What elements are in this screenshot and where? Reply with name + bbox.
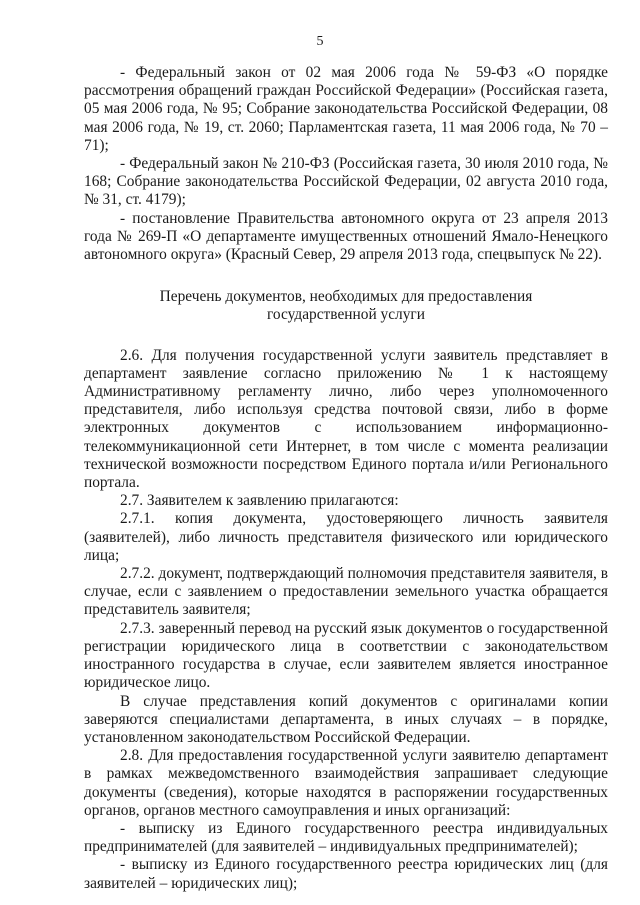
paragraph-2-7-1: 2.7.1. копия документа, удостоверяющего личность заявителя (заявителей), либо личность представителя физического или юридического лица;	[84, 510, 608, 564]
law-item-210fz: - Федеральный закон № 210-ФЗ (Российская газета, 30 июля 2010 года, № 168; Собрание законодательства Российской Федерации, 02 августа 2010 года, № 31, ст. 4179);	[84, 155, 608, 209]
paragraph-2-7-2: 2.7.2. документ, подтверждающий полномочия представителя заявителя, в случае, если с заявлением о предоставлении земельного участка обращается представитель заявителя;	[84, 565, 608, 619]
list-item-ul-extract: - выписку из Единого государственного реестра юридических лиц (для заявителей – юридических лиц);	[84, 856, 608, 892]
paragraph-2-8: 2.8. Для предоставления государственной услуги заявителю департамент в рамках межведомственного взаимодействия запрашивает следующие документы (сведения), которые находятся в распоряжении государственных органов, органов местного самоуправления и иных организаций:	[84, 747, 608, 819]
paragraph-2-6: 2.6. Для получения государственной услуги заявитель представляет в департамент заявление согласно приложению № 1 к настоящему Административному регламенту лично, либо через уполномоченного представителя, либо используя средства почтовой связи, либо в форме электронных документов с использованием информационно-телекоммуникационной сети Интернет, в том числе с момента реализации технической возможности посредством Единого портала и/или Регионального портала.	[84, 346, 608, 492]
paragraph-2-7: 2.7. Заявителем к заявлению прилагаются:	[120, 492, 399, 510]
section-heading	[84, 288, 608, 324]
paragraph-copies: В случае представления копий документов с оригиналами копии заверяются специалистами департамента, в иных случаях – в порядке, установленном законодательством Российской Федерации.	[84, 692, 608, 746]
paragraph-2-7-3: 2.7.3. заверенный перевод на русский язык документов о государственной регистрации юридического лица в соответствии с законодательством иностранного государства в случае, если заявителем является иностранное юридическое лицо.	[84, 619, 608, 692]
page-number: 5	[316, 34, 324, 49]
list-item-ip-extract: - выписку из Единого государственного реестра индивидуальных предпринимателей (для заявителей – индивидуальных предпринимателей);	[84, 819, 608, 856]
section-heading-line-2: государственной услуги	[267, 306, 425, 324]
law-item-59fz: - Федеральный закон от 02 мая 2006 года № 59-ФЗ «О порядке рассмотрения обращений граждан Российской Федерации» (Российская газета, 05 мая 2006 года, № 95; Собрание законодательства Российской Федерации, 08 мая 2006 года, № 19, ст. 2060; Парламентская газета, 11 мая 2006 года, № 70 – 71);	[84, 64, 608, 154]
law-item-269p: - постановление Правительства автономного округа от 23 апреля 2013 года № 269-П «О департаменте имущественных отношений Ямало-Ненецкого автономного округа» (Красный Север, 29 апреля 2013 года, спецвыпуск № 22).	[84, 209, 608, 264]
document-body	[84, 64, 608, 893]
section-heading-line-1: Перечень документов, необходимых для предоставления	[159, 288, 533, 306]
